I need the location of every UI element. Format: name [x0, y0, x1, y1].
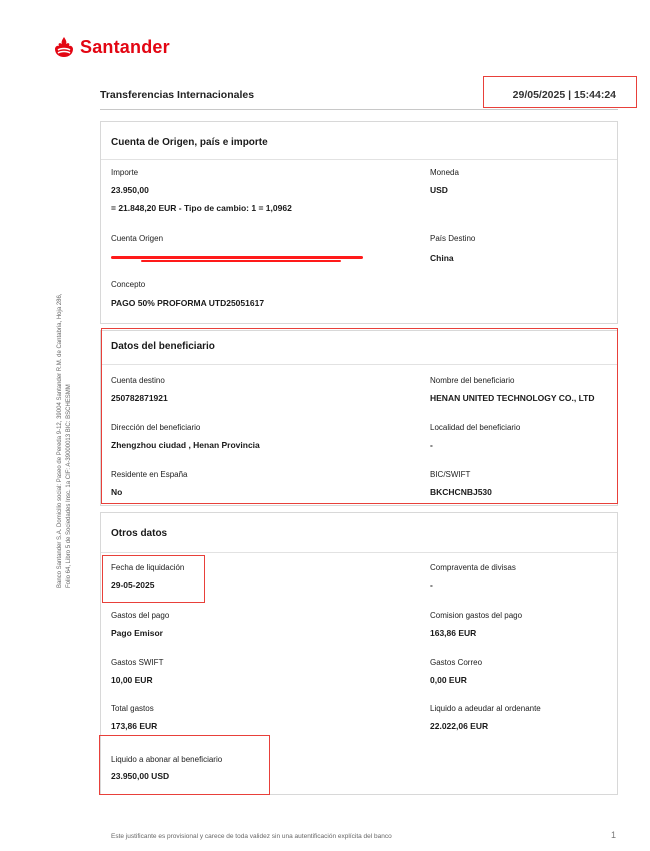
- fecha-liquidacion-value: 29-05-2025: [111, 580, 155, 590]
- gastos-swift-label: Gastos SWIFT: [111, 658, 164, 667]
- gastos-swift-value: 10,00 EUR: [111, 675, 153, 685]
- origin-title-divider: [101, 159, 617, 160]
- other-title-divider: [101, 552, 617, 553]
- comision-label: Comision gastos del pago: [430, 611, 523, 620]
- header-divider: [100, 109, 618, 110]
- document-title: Transferencias Internacionales: [100, 89, 255, 101]
- beneficiary-panel: [100, 330, 618, 506]
- concepto-label: Concepto: [111, 280, 146, 289]
- bic-label: BIC/SWIFT: [430, 470, 471, 479]
- bank-legal-side-text: Banco Santander S.A. Domicilio social: Paseo de Pereda 9-12, 39004 Santander R.M. de Cantabria, Hoja 286, Folio 64, Libro 5 de Sociedades Insc. 1a CIF: A-39000013 BIC: BSCHESMM: [57, 293, 72, 588]
- other-data-panel: [100, 512, 618, 795]
- origin-panel: [100, 121, 618, 324]
- gastos-pago-label: Gastos del pago: [111, 611, 170, 620]
- other-data-panel-title: Otros datos: [111, 528, 168, 539]
- santander-flame-icon: [54, 36, 74, 58]
- bic-value: BKCHCNBJ530: [430, 487, 492, 497]
- nombre-beneficiario-value: HENAN UNITED TECHNOLOGY CO., LTD: [430, 393, 595, 403]
- footer-disclaimer: Este justificante es provisional y carece de toda validez sin una autentificación explícita del banco: [111, 833, 392, 840]
- beneficiary-title-divider: [101, 364, 617, 365]
- direccion-value: Zhengzhou ciudad , Henan Provincia: [111, 440, 260, 450]
- cuenta-origen-label: Cuenta Origen: [111, 234, 164, 243]
- direccion-label: Dirección del beneficiario: [111, 423, 201, 432]
- cuenta-destino-value: 250782871921: [111, 393, 168, 403]
- compraventa-label: Compraventa de divisas: [430, 563, 516, 572]
- document-header: [100, 89, 618, 105]
- compraventa-value: -: [430, 580, 433, 590]
- gastos-pago-value: Pago Emisor: [111, 628, 163, 638]
- liquido-ordenante-label: Liquido a adeudar al ordenante: [430, 704, 541, 713]
- redacted-account-mark: [111, 256, 363, 259]
- origin-panel-title: Cuenta de Origen, país e importe: [111, 137, 268, 148]
- page-number: 1: [611, 830, 617, 840]
- liquido-beneficiario-label: Liquido a abonar al beneficiario: [111, 755, 223, 764]
- nombre-beneficiario-label: Nombre del beneficiario: [430, 376, 515, 385]
- liquido-beneficiario-value: 23.950,00 USD: [111, 771, 170, 781]
- total-gastos-value: 173,86 EUR: [111, 721, 158, 731]
- exchange-rate-value: = 21.848,20 EUR - Tipo de cambio: 1 = 1,0962: [111, 203, 292, 213]
- gastos-correo-value: 0,00 EUR: [430, 675, 467, 685]
- localidad-label: Localidad del beneficiario: [430, 423, 521, 432]
- comision-value: 163,86 EUR: [430, 628, 477, 638]
- residente-value: No: [111, 487, 123, 497]
- beneficiary-panel-title: Datos del beneficiario: [111, 341, 215, 352]
- localidad-value: -: [430, 440, 433, 450]
- moneda-label: Moneda: [430, 168, 459, 177]
- pais-destino-label: País Destino: [430, 234, 476, 243]
- cuenta-destino-label: Cuenta destino: [111, 376, 165, 385]
- santander-logo: [54, 36, 170, 58]
- redacted-account-mark: [141, 260, 341, 262]
- gastos-correo-label: Gastos Correo: [430, 658, 483, 667]
- importe-label: Importe: [111, 168, 139, 177]
- importe-value: 23.950,00: [111, 185, 149, 195]
- liquido-ordenante-value: 22.022,06 EUR: [430, 721, 489, 731]
- moneda-value: USD: [430, 185, 448, 195]
- total-gastos-label: Total gastos: [111, 704, 154, 713]
- fecha-liquidacion-label: Fecha de liquidación: [111, 563, 185, 572]
- concepto-value: PAGO 50% PROFORMA UTD25051617: [111, 298, 265, 308]
- document-datetime: 29/05/2025 | 15:44:24: [512, 89, 616, 101]
- pais-destino-value: China: [430, 253, 454, 263]
- residente-label: Residente en España: [111, 470, 188, 479]
- brand-name: Santander: [80, 36, 170, 57]
